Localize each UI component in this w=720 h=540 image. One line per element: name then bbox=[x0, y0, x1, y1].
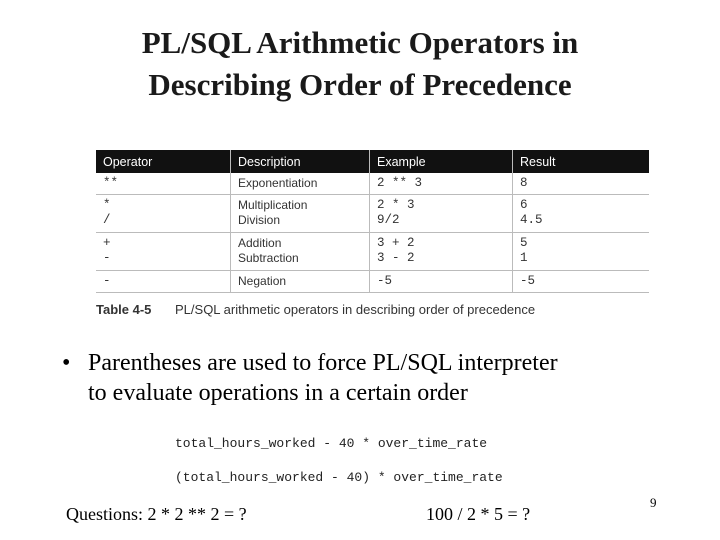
table-header-row bbox=[96, 150, 649, 173]
result-cell: 8 bbox=[513, 173, 650, 194]
description-cell: Multiplication Division bbox=[231, 194, 370, 232]
operator-cell: ** bbox=[96, 173, 231, 194]
header-result: Result bbox=[513, 150, 650, 173]
table-caption bbox=[96, 302, 649, 317]
description-cell: Negation bbox=[231, 270, 370, 293]
table-row bbox=[96, 270, 649, 293]
question-2: 100 / 2 * 5 = ? bbox=[426, 504, 531, 524]
table-row bbox=[96, 173, 649, 194]
description-cell: Addition Subtraction bbox=[231, 232, 370, 270]
example-cell: -5 bbox=[370, 270, 513, 293]
precedence-table-figure bbox=[96, 150, 649, 317]
example-cell: 3 + 2 3 - 2 bbox=[370, 232, 513, 270]
bullet-line-2: to evaluate operations in a certain order bbox=[88, 380, 468, 406]
code-example-1: total_hours_worked - 40 * over_time_rate bbox=[175, 436, 488, 451]
operator-cell: - bbox=[96, 270, 231, 293]
precedence-table bbox=[96, 150, 649, 293]
bullet-text bbox=[88, 348, 658, 408]
example-cell: 2 * 3 9/2 bbox=[370, 194, 513, 232]
header-description: Description bbox=[231, 150, 370, 173]
example-cell: 2 ** 3 bbox=[370, 173, 513, 194]
slide-title-line-1: PL/SQL Arithmetic Operators in bbox=[141, 25, 579, 60]
result-cell: 6 4.5 bbox=[513, 194, 650, 232]
header-example: Example bbox=[370, 150, 513, 173]
slide-title bbox=[60, 22, 660, 106]
slide-title-line-2: Describing Order of Precedence bbox=[148, 67, 572, 102]
table-caption-text: PL/SQL arithmetic operators in describing order of precedence bbox=[175, 302, 536, 317]
result-cell: 5 1 bbox=[513, 232, 650, 270]
table-row bbox=[96, 232, 649, 270]
bullet-symbol: • bbox=[62, 350, 71, 376]
code-example-2: (total_hours_worked - 40) * over_time_rate bbox=[175, 470, 503, 485]
page-number: 9 bbox=[650, 495, 657, 510]
question-1: Questions: 2 * 2 ** 2 = ? bbox=[66, 504, 247, 524]
result-cell: -5 bbox=[513, 270, 650, 293]
bullet-line-1: Parentheses are used to force PL/SQL interpreter bbox=[88, 350, 558, 376]
table-caption-number: Table 4-5 bbox=[96, 302, 152, 317]
header-operator: Operator bbox=[96, 150, 231, 173]
description-cell: Exponentiation bbox=[231, 173, 370, 194]
operator-cell: + - bbox=[96, 232, 231, 270]
table-row bbox=[96, 194, 649, 232]
operator-cell: * / bbox=[96, 194, 231, 232]
